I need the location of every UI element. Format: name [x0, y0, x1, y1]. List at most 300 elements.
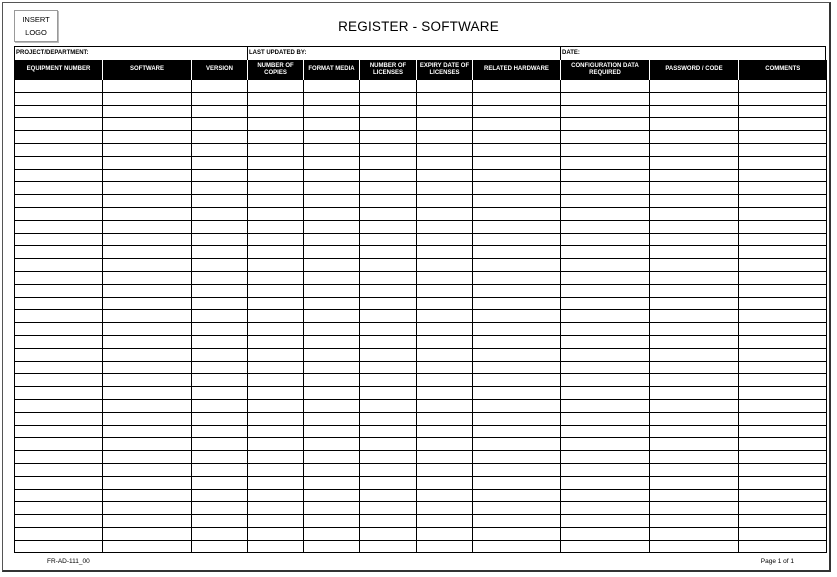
- table-cell[interactable]: [103, 515, 192, 528]
- table-cell[interactable]: [473, 80, 561, 93]
- table-cell[interactable]: [650, 527, 739, 540]
- table-cell[interactable]: [473, 143, 561, 156]
- table-cell[interactable]: [650, 515, 739, 528]
- table-cell[interactable]: [103, 451, 192, 464]
- table-cell[interactable]: [561, 156, 650, 169]
- table-cell[interactable]: [473, 335, 561, 348]
- table-cell[interactable]: [304, 207, 360, 220]
- table-cell[interactable]: [561, 361, 650, 374]
- table-cell[interactable]: [739, 92, 827, 105]
- table-cell[interactable]: [561, 387, 650, 400]
- table-cell[interactable]: [473, 105, 561, 118]
- table-cell[interactable]: [304, 451, 360, 464]
- table-cell[interactable]: [360, 118, 417, 131]
- table-cell[interactable]: [15, 451, 103, 464]
- table-cell[interactable]: [739, 489, 827, 502]
- table-cell[interactable]: [360, 310, 417, 323]
- table-cell[interactable]: [650, 323, 739, 336]
- table-cell[interactable]: [417, 169, 473, 182]
- table-cell[interactable]: [15, 515, 103, 528]
- table-cell[interactable]: [304, 399, 360, 412]
- table-cell[interactable]: [417, 207, 473, 220]
- table-cell[interactable]: [561, 207, 650, 220]
- table-cell[interactable]: [15, 476, 103, 489]
- table-cell[interactable]: [650, 246, 739, 259]
- table-cell[interactable]: [650, 259, 739, 272]
- table-cell[interactable]: [473, 297, 561, 310]
- table-cell[interactable]: [417, 297, 473, 310]
- table-cell[interactable]: [304, 502, 360, 515]
- table-cell[interactable]: [417, 335, 473, 348]
- table-cell[interactable]: [561, 438, 650, 451]
- table-cell[interactable]: [650, 284, 739, 297]
- date-field[interactable]: [561, 47, 827, 60]
- table-cell[interactable]: [248, 297, 304, 310]
- table-cell[interactable]: [561, 323, 650, 336]
- table-cell[interactable]: [103, 361, 192, 374]
- table-cell[interactable]: [650, 489, 739, 502]
- table-cell[interactable]: [417, 284, 473, 297]
- table-cell[interactable]: [192, 540, 248, 553]
- table-cell[interactable]: [248, 233, 304, 246]
- table-cell[interactable]: [192, 374, 248, 387]
- table-cell[interactable]: [304, 182, 360, 195]
- table-cell[interactable]: [417, 233, 473, 246]
- table-cell[interactable]: [15, 463, 103, 476]
- table-cell[interactable]: [192, 271, 248, 284]
- table-cell[interactable]: [417, 451, 473, 464]
- table-cell[interactable]: [192, 259, 248, 272]
- table-cell[interactable]: [192, 207, 248, 220]
- table-cell[interactable]: [192, 169, 248, 182]
- table-cell[interactable]: [360, 156, 417, 169]
- table-cell[interactable]: [103, 412, 192, 425]
- table-cell[interactable]: [103, 489, 192, 502]
- table-cell[interactable]: [304, 297, 360, 310]
- table-cell[interactable]: [739, 259, 827, 272]
- table-cell[interactable]: [248, 143, 304, 156]
- table-cell[interactable]: [739, 425, 827, 438]
- table-cell[interactable]: [304, 271, 360, 284]
- table-cell[interactable]: [650, 425, 739, 438]
- table-cell[interactable]: [650, 207, 739, 220]
- table-cell[interactable]: [739, 195, 827, 208]
- table-cell[interactable]: [15, 399, 103, 412]
- table-cell[interactable]: [473, 92, 561, 105]
- table-cell[interactable]: [192, 348, 248, 361]
- table-cell[interactable]: [248, 220, 304, 233]
- table-cell[interactable]: [15, 156, 103, 169]
- table-cell[interactable]: [304, 515, 360, 528]
- table-cell[interactable]: [473, 348, 561, 361]
- table-cell[interactable]: [360, 374, 417, 387]
- table-cell[interactable]: [360, 387, 417, 400]
- table-cell[interactable]: [304, 335, 360, 348]
- table-cell[interactable]: [248, 207, 304, 220]
- table-cell[interactable]: [248, 476, 304, 489]
- table-cell[interactable]: [417, 156, 473, 169]
- table-cell[interactable]: [192, 387, 248, 400]
- table-cell[interactable]: [561, 425, 650, 438]
- table-cell[interactable]: [15, 169, 103, 182]
- table-cell[interactable]: [103, 182, 192, 195]
- table-cell[interactable]: [304, 348, 360, 361]
- table-cell[interactable]: [360, 271, 417, 284]
- table-cell[interactable]: [561, 233, 650, 246]
- table-cell[interactable]: [650, 220, 739, 233]
- table-cell[interactable]: [304, 284, 360, 297]
- table-cell[interactable]: [360, 451, 417, 464]
- table-cell[interactable]: [248, 387, 304, 400]
- table-cell[interactable]: [650, 463, 739, 476]
- table-cell[interactable]: [304, 438, 360, 451]
- table-cell[interactable]: [417, 540, 473, 553]
- table-cell[interactable]: [739, 361, 827, 374]
- table-cell[interactable]: [304, 463, 360, 476]
- table-cell[interactable]: [473, 489, 561, 502]
- table-cell[interactable]: [192, 105, 248, 118]
- table-cell[interactable]: [417, 271, 473, 284]
- table-cell[interactable]: [561, 515, 650, 528]
- table-cell[interactable]: [360, 233, 417, 246]
- table-cell[interactable]: [304, 425, 360, 438]
- table-cell[interactable]: [15, 425, 103, 438]
- table-cell[interactable]: [248, 335, 304, 348]
- table-cell[interactable]: [360, 527, 417, 540]
- table-cell[interactable]: [192, 527, 248, 540]
- table-cell[interactable]: [103, 438, 192, 451]
- table-cell[interactable]: [103, 348, 192, 361]
- table-cell[interactable]: [15, 195, 103, 208]
- table-cell[interactable]: [103, 105, 192, 118]
- table-cell[interactable]: [304, 131, 360, 144]
- table-cell[interactable]: [192, 131, 248, 144]
- table-cell[interactable]: [248, 92, 304, 105]
- table-cell[interactable]: [248, 259, 304, 272]
- table-cell[interactable]: [248, 463, 304, 476]
- table-cell[interactable]: [304, 195, 360, 208]
- table-cell[interactable]: [473, 527, 561, 540]
- table-cell[interactable]: [739, 502, 827, 515]
- table-cell[interactable]: [473, 502, 561, 515]
- table-cell[interactable]: [15, 131, 103, 144]
- table-cell[interactable]: [739, 182, 827, 195]
- table-cell[interactable]: [103, 156, 192, 169]
- table-cell[interactable]: [103, 502, 192, 515]
- table-cell[interactable]: [360, 105, 417, 118]
- table-cell[interactable]: [103, 118, 192, 131]
- table-cell[interactable]: [248, 182, 304, 195]
- table-cell[interactable]: [103, 220, 192, 233]
- table-cell[interactable]: [473, 412, 561, 425]
- table-cell[interactable]: [248, 451, 304, 464]
- table-cell[interactable]: [103, 143, 192, 156]
- table-cell[interactable]: [304, 323, 360, 336]
- table-cell[interactable]: [103, 246, 192, 259]
- table-cell[interactable]: [360, 515, 417, 528]
- table-cell[interactable]: [417, 348, 473, 361]
- table-cell[interactable]: [304, 92, 360, 105]
- table-cell[interactable]: [360, 412, 417, 425]
- table-cell[interactable]: [304, 387, 360, 400]
- table-cell[interactable]: [739, 271, 827, 284]
- table-cell[interactable]: [739, 297, 827, 310]
- table-cell[interactable]: [650, 310, 739, 323]
- table-cell[interactable]: [739, 284, 827, 297]
- table-cell[interactable]: [473, 207, 561, 220]
- table-cell[interactable]: [304, 259, 360, 272]
- table-cell[interactable]: [360, 463, 417, 476]
- table-cell[interactable]: [650, 92, 739, 105]
- table-cell[interactable]: [248, 527, 304, 540]
- table-cell[interactable]: [360, 540, 417, 553]
- table-cell[interactable]: [561, 80, 650, 93]
- table-cell[interactable]: [473, 399, 561, 412]
- table-cell[interactable]: [192, 233, 248, 246]
- table-cell[interactable]: [192, 489, 248, 502]
- table-cell[interactable]: [739, 335, 827, 348]
- table-cell[interactable]: [248, 131, 304, 144]
- table-cell[interactable]: [473, 540, 561, 553]
- table-cell[interactable]: [561, 348, 650, 361]
- table-cell[interactable]: [739, 348, 827, 361]
- table-cell[interactable]: [650, 399, 739, 412]
- table-cell[interactable]: [417, 425, 473, 438]
- table-cell[interactable]: [473, 169, 561, 182]
- table-cell[interactable]: [15, 374, 103, 387]
- table-cell[interactable]: [192, 310, 248, 323]
- table-cell[interactable]: [304, 169, 360, 182]
- table-cell[interactable]: [304, 476, 360, 489]
- table-cell[interactable]: [561, 310, 650, 323]
- table-cell[interactable]: [473, 233, 561, 246]
- table-cell[interactable]: [417, 182, 473, 195]
- table-cell[interactable]: [15, 220, 103, 233]
- table-cell[interactable]: [739, 246, 827, 259]
- table-cell[interactable]: [561, 271, 650, 284]
- table-cell[interactable]: [417, 246, 473, 259]
- table-cell[interactable]: [304, 527, 360, 540]
- table-cell[interactable]: [739, 143, 827, 156]
- table-cell[interactable]: [650, 387, 739, 400]
- table-cell[interactable]: [417, 515, 473, 528]
- table-cell[interactable]: [15, 143, 103, 156]
- table-cell[interactable]: [248, 118, 304, 131]
- table-cell[interactable]: [360, 169, 417, 182]
- table-cell[interactable]: [739, 399, 827, 412]
- table-cell[interactable]: [561, 246, 650, 259]
- table-cell[interactable]: [304, 105, 360, 118]
- table-cell[interactable]: [561, 335, 650, 348]
- table-cell[interactable]: [739, 233, 827, 246]
- table-cell[interactable]: [417, 412, 473, 425]
- table-cell[interactable]: [473, 361, 561, 374]
- table-cell[interactable]: [561, 182, 650, 195]
- table-cell[interactable]: [739, 515, 827, 528]
- table-cell[interactable]: [248, 80, 304, 93]
- table-cell[interactable]: [360, 502, 417, 515]
- table-cell[interactable]: [304, 220, 360, 233]
- table-cell[interactable]: [739, 476, 827, 489]
- table-cell[interactable]: [417, 527, 473, 540]
- table-cell[interactable]: [473, 310, 561, 323]
- table-cell[interactable]: [103, 425, 192, 438]
- table-cell[interactable]: [473, 463, 561, 476]
- table-cell[interactable]: [650, 451, 739, 464]
- table-cell[interactable]: [248, 284, 304, 297]
- table-cell[interactable]: [561, 451, 650, 464]
- table-cell[interactable]: [650, 374, 739, 387]
- table-cell[interactable]: [248, 195, 304, 208]
- table-cell[interactable]: [15, 348, 103, 361]
- table-cell[interactable]: [650, 540, 739, 553]
- table-cell[interactable]: [360, 131, 417, 144]
- table-cell[interactable]: [248, 489, 304, 502]
- table-cell[interactable]: [561, 105, 650, 118]
- table-cell[interactable]: [15, 438, 103, 451]
- table-cell[interactable]: [561, 540, 650, 553]
- table-cell[interactable]: [650, 131, 739, 144]
- table-cell[interactable]: [473, 195, 561, 208]
- table-cell[interactable]: [739, 220, 827, 233]
- table-cell[interactable]: [473, 118, 561, 131]
- table-cell[interactable]: [103, 323, 192, 336]
- table-cell[interactable]: [15, 412, 103, 425]
- table-cell[interactable]: [417, 131, 473, 144]
- table-cell[interactable]: [417, 80, 473, 93]
- project-department-field[interactable]: [15, 47, 248, 60]
- table-cell[interactable]: [248, 246, 304, 259]
- table-cell[interactable]: [15, 489, 103, 502]
- table-cell[interactable]: [103, 195, 192, 208]
- table-cell[interactable]: [417, 220, 473, 233]
- table-cell[interactable]: [192, 463, 248, 476]
- table-cell[interactable]: [473, 515, 561, 528]
- table-cell[interactable]: [248, 323, 304, 336]
- table-cell[interactable]: [417, 463, 473, 476]
- table-cell[interactable]: [103, 527, 192, 540]
- table-cell[interactable]: [360, 297, 417, 310]
- table-cell[interactable]: [15, 105, 103, 118]
- table-cell[interactable]: [192, 297, 248, 310]
- table-cell[interactable]: [103, 131, 192, 144]
- table-cell[interactable]: [248, 412, 304, 425]
- table-cell[interactable]: [103, 399, 192, 412]
- table-cell[interactable]: [360, 399, 417, 412]
- table-cell[interactable]: [417, 374, 473, 387]
- table-cell[interactable]: [304, 489, 360, 502]
- table-cell[interactable]: [15, 80, 103, 93]
- table-cell[interactable]: [15, 259, 103, 272]
- table-cell[interactable]: [15, 284, 103, 297]
- table-cell[interactable]: [15, 271, 103, 284]
- table-cell[interactable]: [15, 233, 103, 246]
- table-cell[interactable]: [561, 195, 650, 208]
- table-cell[interactable]: [473, 476, 561, 489]
- table-cell[interactable]: [561, 399, 650, 412]
- table-cell[interactable]: [103, 387, 192, 400]
- table-cell[interactable]: [304, 80, 360, 93]
- table-cell[interactable]: [360, 182, 417, 195]
- table-cell[interactable]: [739, 540, 827, 553]
- table-cell[interactable]: [739, 463, 827, 476]
- table-cell[interactable]: [473, 425, 561, 438]
- table-cell[interactable]: [650, 502, 739, 515]
- table-cell[interactable]: [248, 348, 304, 361]
- table-cell[interactable]: [192, 323, 248, 336]
- table-cell[interactable]: [561, 220, 650, 233]
- table-cell[interactable]: [103, 259, 192, 272]
- table-cell[interactable]: [103, 310, 192, 323]
- table-cell[interactable]: [473, 271, 561, 284]
- table-cell[interactable]: [473, 131, 561, 144]
- table-cell[interactable]: [304, 118, 360, 131]
- table-cell[interactable]: [650, 169, 739, 182]
- table-cell[interactable]: [561, 259, 650, 272]
- table-cell[interactable]: [561, 118, 650, 131]
- table-cell[interactable]: [360, 259, 417, 272]
- table-cell[interactable]: [15, 310, 103, 323]
- table-cell[interactable]: [473, 438, 561, 451]
- table-cell[interactable]: [360, 348, 417, 361]
- table-cell[interactable]: [739, 412, 827, 425]
- table-cell[interactable]: [15, 246, 103, 259]
- table-cell[interactable]: [304, 540, 360, 553]
- table-cell[interactable]: [192, 438, 248, 451]
- table-cell[interactable]: [561, 412, 650, 425]
- table-cell[interactable]: [360, 207, 417, 220]
- table-cell[interactable]: [417, 476, 473, 489]
- last-updated-by-field[interactable]: [248, 47, 561, 60]
- table-cell[interactable]: [739, 207, 827, 220]
- table-cell[interactable]: [650, 438, 739, 451]
- table-cell[interactable]: [192, 412, 248, 425]
- table-cell[interactable]: [650, 80, 739, 93]
- table-cell[interactable]: [192, 399, 248, 412]
- table-cell[interactable]: [739, 527, 827, 540]
- table-cell[interactable]: [739, 323, 827, 336]
- table-cell[interactable]: [739, 387, 827, 400]
- table-cell[interactable]: [650, 143, 739, 156]
- table-cell[interactable]: [561, 297, 650, 310]
- table-cell[interactable]: [248, 540, 304, 553]
- table-cell[interactable]: [360, 425, 417, 438]
- table-cell[interactable]: [473, 323, 561, 336]
- table-cell[interactable]: [650, 348, 739, 361]
- table-cell[interactable]: [561, 284, 650, 297]
- table-cell[interactable]: [248, 156, 304, 169]
- table-cell[interactable]: [561, 92, 650, 105]
- table-cell[interactable]: [248, 105, 304, 118]
- table-cell[interactable]: [739, 438, 827, 451]
- table-cell[interactable]: [650, 297, 739, 310]
- table-cell[interactable]: [192, 361, 248, 374]
- table-cell[interactable]: [650, 156, 739, 169]
- table-cell[interactable]: [417, 387, 473, 400]
- table-cell[interactable]: [103, 92, 192, 105]
- table-cell[interactable]: [739, 105, 827, 118]
- table-cell[interactable]: [739, 451, 827, 464]
- table-cell[interactable]: [360, 80, 417, 93]
- table-cell[interactable]: [103, 169, 192, 182]
- table-cell[interactable]: [192, 425, 248, 438]
- table-cell[interactable]: [473, 387, 561, 400]
- table-cell[interactable]: [192, 220, 248, 233]
- table-cell[interactable]: [103, 540, 192, 553]
- table-cell[interactable]: [561, 502, 650, 515]
- table-cell[interactable]: [417, 143, 473, 156]
- table-cell[interactable]: [739, 310, 827, 323]
